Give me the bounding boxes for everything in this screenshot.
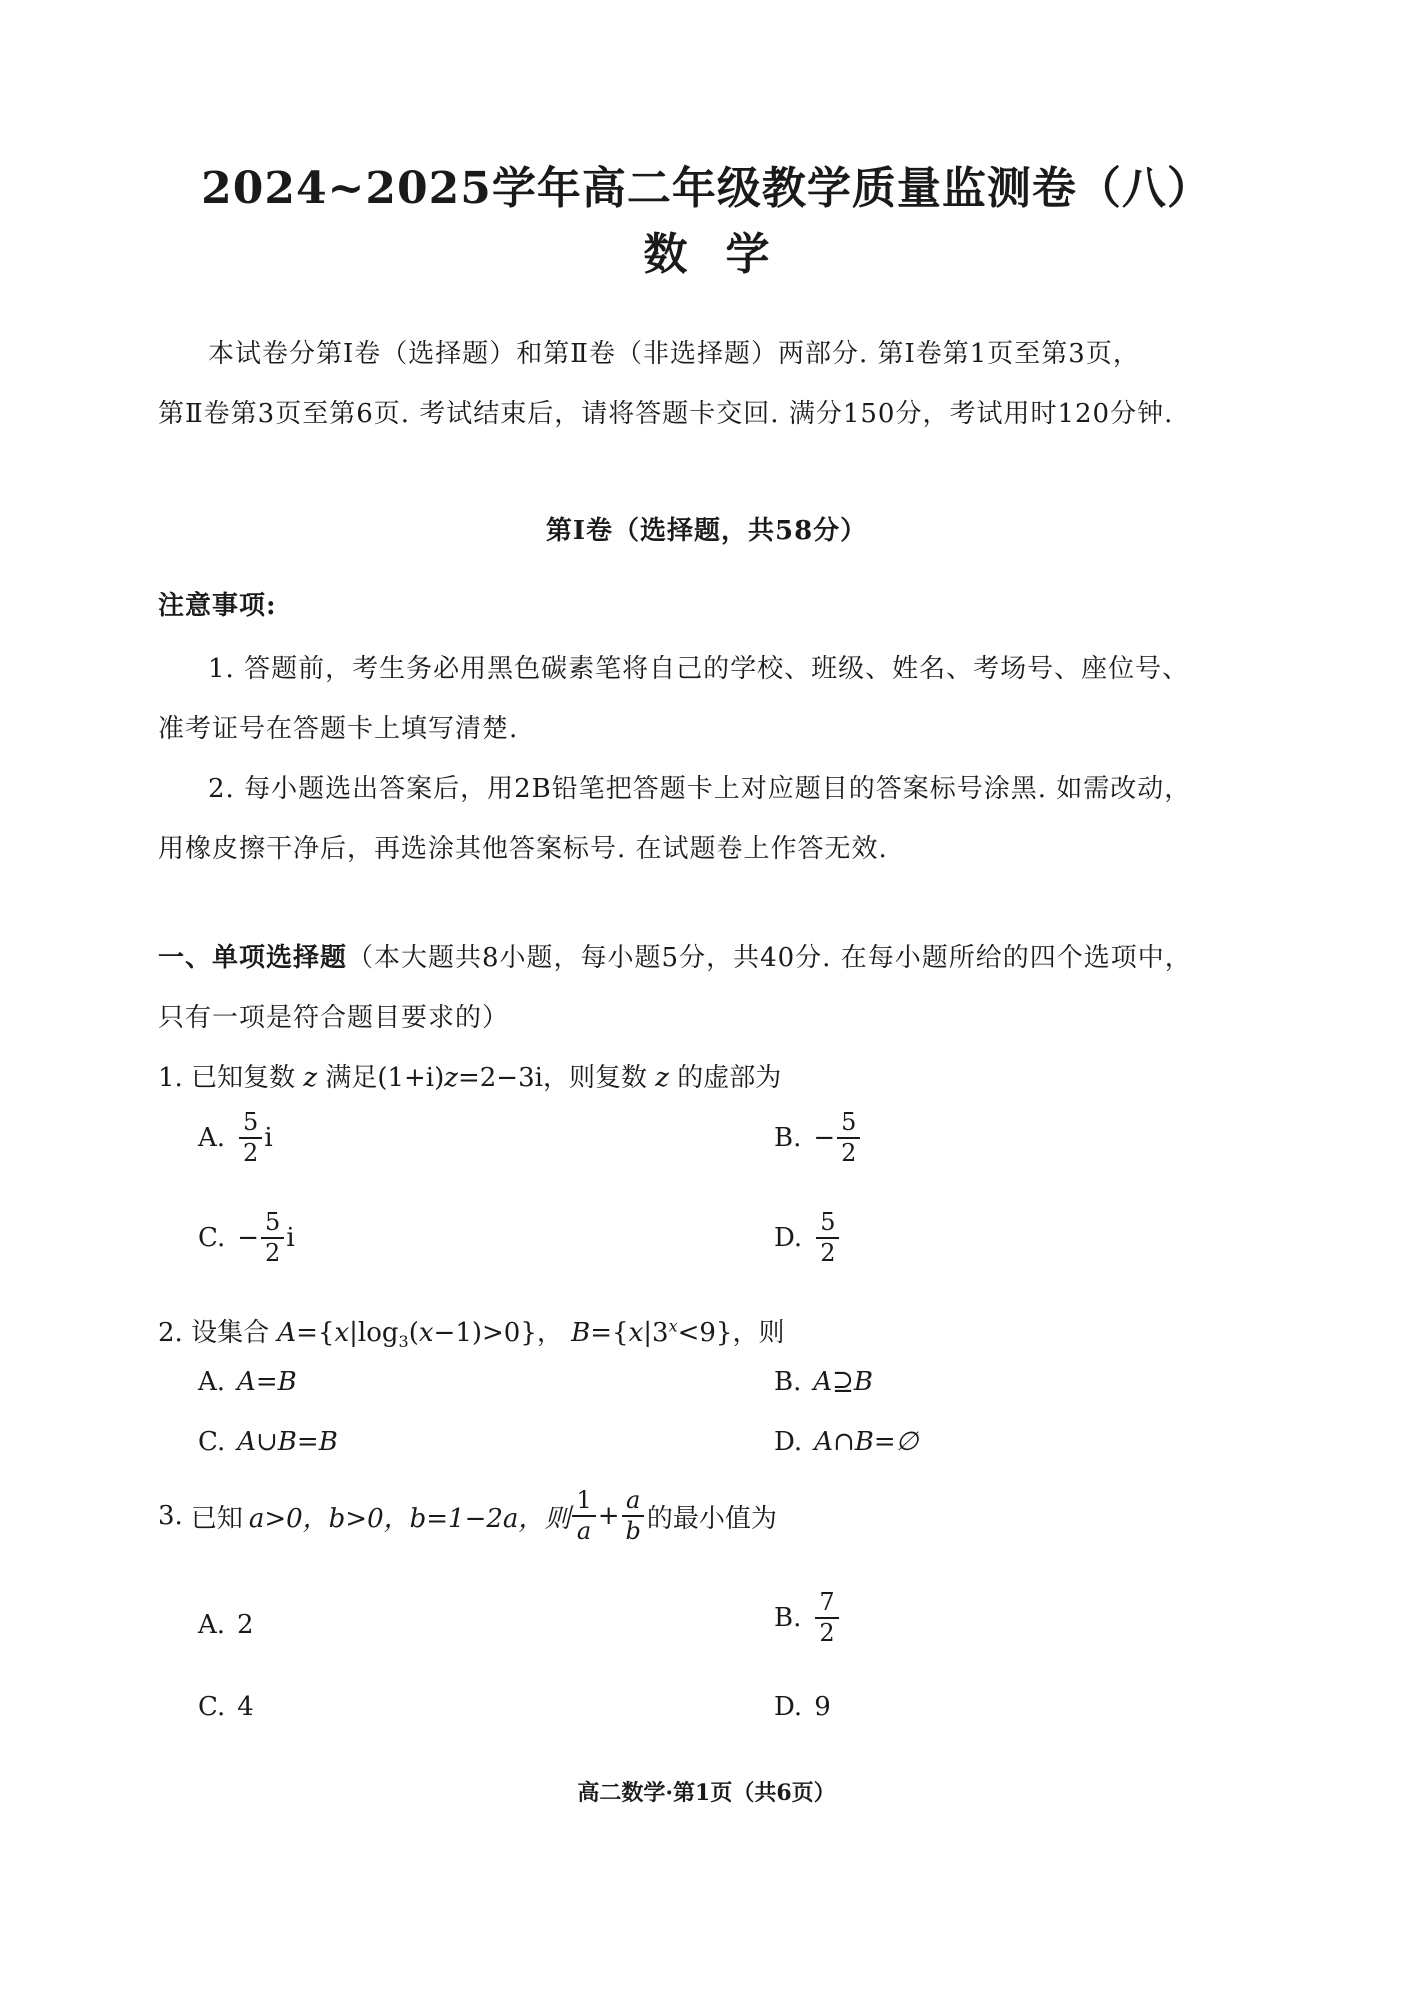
q3-option-d[interactable] — [774, 1692, 831, 1722]
q2-text: ( — [408, 1318, 419, 1348]
denominator: b — [625, 1517, 641, 1546]
q1-text: =2−3i，则复数 — [457, 1063, 647, 1093]
fraction — [837, 1110, 860, 1166]
notes-heading: 注意事项: — [158, 591, 277, 621]
denominator: 2 — [243, 1139, 259, 1168]
var-x: x — [628, 1318, 644, 1348]
section-1-line-1 — [158, 937, 1192, 974]
var-z: z — [303, 1063, 318, 1093]
option-label: A. — [198, 1610, 226, 1640]
q1-option-b[interactable] — [774, 1110, 862, 1166]
q2-option-d[interactable] — [774, 1427, 918, 1457]
q1-option-a[interactable] — [198, 1110, 273, 1166]
option-text: 9 — [814, 1692, 831, 1722]
imag-unit: i — [286, 1223, 295, 1254]
q2-text: −1)>0}， — [433, 1318, 563, 1348]
q1-text: 已知复数 — [191, 1063, 296, 1093]
intro-line-2: 第Ⅱ卷第3页至第6页. 考试结束后，请将答题卡交回. 满分150分，考试用时120分钟. — [158, 399, 1174, 429]
q2-option-a[interactable] — [198, 1367, 297, 1397]
option-label: C. — [198, 1223, 226, 1254]
numerator: a — [622, 1488, 644, 1517]
var-z: z — [655, 1063, 669, 1093]
var-x: x — [418, 1318, 434, 1348]
q3-condition: a>0，b>0，b=1−2a，则 — [248, 1503, 571, 1534]
log-base: 3 — [398, 1332, 409, 1352]
var-a: A — [277, 1318, 297, 1348]
subject-title: 数学 — [643, 229, 808, 280]
option-label: C. — [198, 1692, 226, 1722]
denominator: 2 — [820, 1239, 836, 1268]
q2-option-b[interactable] — [774, 1367, 873, 1397]
question-number: 3. — [158, 1501, 183, 1532]
option-label: C. — [198, 1427, 226, 1457]
option-label: D. — [774, 1427, 803, 1457]
option-text: A=B — [237, 1367, 297, 1397]
q2-text: ={ — [296, 1318, 335, 1348]
section-1-heading: 一、单项选择题 — [158, 943, 348, 973]
q1-option-d[interactable] — [774, 1210, 841, 1266]
minus-sign: − — [237, 1223, 260, 1254]
fraction — [815, 1590, 838, 1646]
note-1-line-2: 准考证号在答题卡上填写清楚. — [158, 714, 519, 744]
q3-option-b[interactable] — [774, 1590, 841, 1646]
q2-text: |log — [349, 1318, 399, 1348]
denominator: 2 — [819, 1619, 835, 1648]
option-label: A. — [198, 1123, 226, 1154]
question-number: 1. — [158, 1063, 183, 1093]
option-text: 2 — [237, 1610, 254, 1640]
fraction — [816, 1210, 839, 1266]
q2-text: <9}，则 — [677, 1318, 785, 1348]
q3-text: 已知 — [190, 1503, 243, 1534]
numerator: 5 — [837, 1110, 860, 1139]
option-label: D. — [774, 1692, 803, 1722]
denominator: 2 — [265, 1239, 281, 1268]
section-1-line-2: 只有一项是符合题目要求的） — [158, 1003, 510, 1033]
exponent: x — [668, 1316, 678, 1336]
option-label: B. — [774, 1367, 802, 1397]
option-text: A∪B=B — [237, 1427, 338, 1457]
option-label: D. — [774, 1223, 803, 1254]
note-1-line-1: 1. 答题前，考生务必用黑色碳素笔将自己的学校、班级、姓名、考场号、座位号、 — [208, 654, 1190, 684]
option-label: A. — [198, 1367, 226, 1397]
q2-text: ={ — [590, 1318, 629, 1348]
page-footer: 高二数学·第1页（共6页） — [577, 1780, 836, 1806]
q3-option-c[interactable] — [198, 1692, 254, 1722]
note-2-line-1: 2. 每小题选出答案后，用2B铅笔把答题卡上对应题目的答案标号涂黑. 如需改动， — [208, 774, 1192, 804]
q1-option-c[interactable] — [198, 1210, 295, 1266]
option-label: B. — [774, 1603, 802, 1634]
question-1-stem — [158, 1057, 781, 1094]
part-1-title: 第Ⅰ卷（选择题，共58分） — [545, 516, 868, 546]
minus-sign: − — [813, 1123, 836, 1154]
imag-unit: i — [264, 1123, 273, 1154]
numerator: 5 — [816, 1210, 839, 1239]
question-3-stem — [158, 1488, 777, 1544]
q1-text: 的虚部为 — [677, 1063, 782, 1093]
plus-sign: + — [597, 1501, 620, 1532]
numerator: 7 — [815, 1590, 838, 1619]
numerator: 5 — [239, 1110, 262, 1139]
option-text: 4 — [237, 1692, 254, 1722]
var-z: z — [444, 1063, 458, 1093]
q2-text: 设集合 — [191, 1318, 270, 1348]
fraction — [622, 1488, 645, 1544]
var-x: x — [334, 1318, 350, 1348]
question-number: 2. — [158, 1318, 183, 1348]
q3-option-a[interactable] — [198, 1610, 254, 1640]
denominator: 2 — [841, 1139, 857, 1168]
fraction — [572, 1488, 595, 1544]
numerator: 1 — [572, 1488, 595, 1517]
numerator: 5 — [261, 1210, 284, 1239]
fraction — [239, 1110, 262, 1166]
fraction — [261, 1210, 284, 1266]
option-text: A∩B=∅ — [814, 1427, 919, 1457]
option-text: A⊇B — [813, 1367, 874, 1397]
question-2-stem — [158, 1312, 784, 1351]
section-1-desc: （本大题共8小题，每小题5分，共40分. 在每小题所给的四个选项中， — [347, 943, 1192, 973]
note-2-line-2: 用橡皮擦干净后，再选涂其他答案标号. 在试题卷上作答无效. — [158, 834, 888, 864]
var-b: B — [571, 1318, 591, 1348]
q3-text: 的最小值为 — [646, 1503, 777, 1534]
exam-title: 2024~2025学年高二年级教学质量监测卷（八） — [201, 163, 1212, 214]
intro-line-1: 本试卷分第Ⅰ卷（选择题）和第Ⅱ卷（非选择题）两部分. 第Ⅰ卷第1页至第3页， — [208, 339, 1140, 369]
q2-option-c[interactable] — [198, 1427, 338, 1457]
denominator: a — [576, 1517, 592, 1546]
option-label: B. — [774, 1123, 802, 1154]
q2-text: |3 — [643, 1318, 669, 1348]
q1-text: 满足(1+i) — [325, 1063, 445, 1093]
